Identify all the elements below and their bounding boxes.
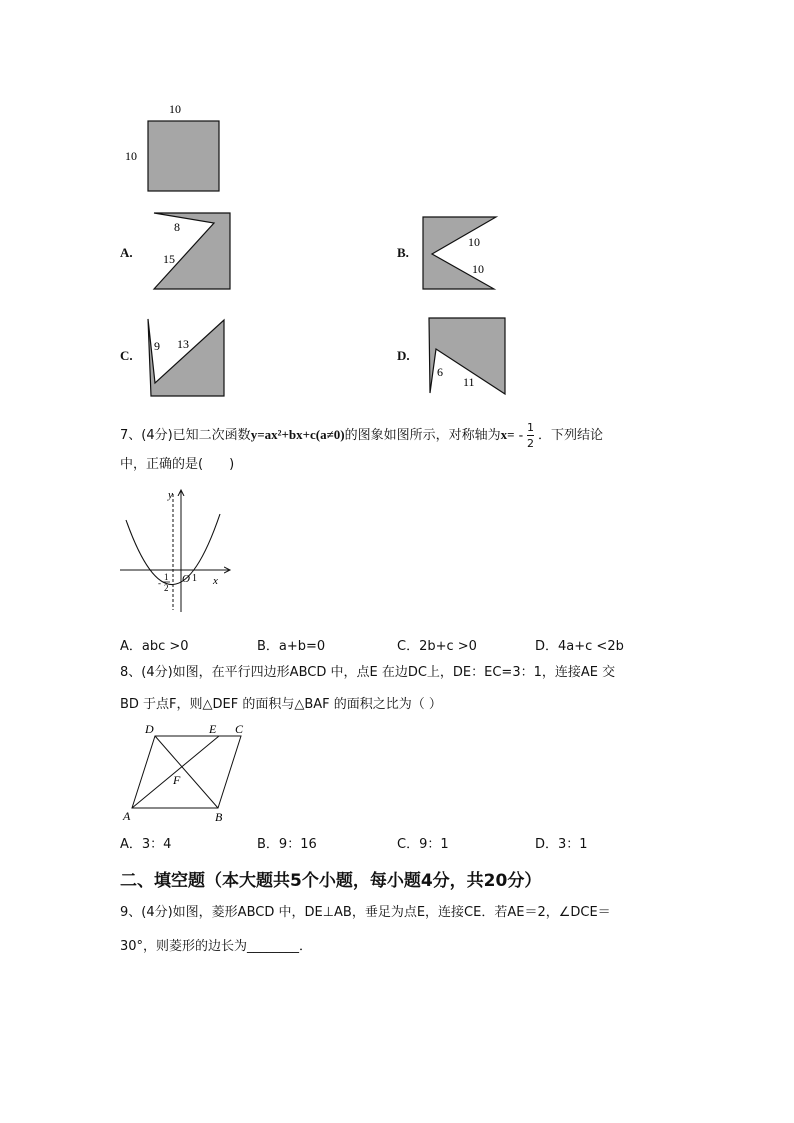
q7-frac-den: 2 (527, 437, 535, 450)
point-f: F (173, 773, 181, 787)
q7-axis-eq: x= (500, 427, 515, 442)
q7-choice-a: A．abc >0 (120, 639, 189, 654)
q8-choice-b: B．9：16 (257, 837, 317, 852)
vertex-d: D (145, 722, 154, 736)
square-top-label: 10 (169, 102, 181, 116)
q7-choice-c: C．2b+c >0 (397, 639, 477, 654)
option-a-label: A. (120, 245, 133, 260)
q7-choice-d: D．4a+c <2b (535, 639, 624, 654)
x-axis-label: x (213, 575, 218, 587)
reference-square (148, 121, 219, 191)
option-c-shape (148, 319, 224, 396)
q7-frac-num: 1 (527, 421, 535, 434)
q8-choice-a: A．3：4 (120, 837, 172, 852)
segment-ae (132, 736, 219, 808)
vertex-c: C (235, 722, 244, 736)
option-c-edge1: 9 (154, 339, 160, 353)
option-b-label: B. (397, 245, 409, 260)
q7-minus: - (518, 427, 524, 442)
q8-choice-c: C．9：1 (397, 837, 449, 852)
neg-half-num: 1 (164, 572, 169, 582)
q7-choice-b: B．a+b=0 (257, 639, 326, 654)
q8-choice-d: D．3：1 (535, 837, 588, 852)
q7-fraction (527, 422, 534, 449)
segment-bd (155, 736, 218, 808)
neg-half-minus: - (158, 578, 161, 588)
q7-prefix: 7、(4分)已知二次函数 (120, 428, 251, 443)
option-d-label: D. (397, 348, 410, 363)
option-c-edge2: 13 (177, 337, 189, 351)
section-title: 二、填空题（本大题共5个小题，每小题4分，共20分） (120, 871, 542, 891)
vertex-b: B (215, 810, 223, 824)
option-a-edge2: 15 (163, 252, 175, 266)
option-b-edge2: 10 (472, 262, 484, 276)
vertex-a: A (123, 809, 131, 823)
q9-line1: 9、(4分)如图，菱形ABCD 中，DE⊥AB，垂足为点E，连接CE．若AE＝2，∠DCE＝ (120, 905, 611, 920)
option-d-edge2: 11 (463, 375, 475, 389)
square-left-label: 10 (125, 149, 137, 163)
option-d-edge1: 6 (437, 365, 443, 379)
option-b-edge1: 10 (468, 235, 480, 249)
q7-formula: y=ax²+bx+c(a≠0) (250, 427, 345, 442)
q8-line2: BD 于点F，则△DEF 的面积与△BAF 的面积之比为（ ） (120, 697, 442, 712)
q7-suffix: ．下列结论 (538, 428, 604, 443)
q9-line2: 30°，则菱形的边长为________． (120, 939, 313, 954)
option-b-shape (423, 217, 496, 289)
neg-half-den: 2 (164, 583, 169, 593)
q7-line2: 中，正确的是( ) (120, 457, 235, 472)
one-label: 1 (192, 573, 197, 584)
q7-parabola-graph (110, 482, 240, 622)
origin-label: O (182, 573, 190, 585)
y-axis-label: y (168, 489, 173, 501)
point-e: E (209, 722, 217, 736)
option-c-label: C. (120, 348, 133, 363)
q7-mid: 的图象如图所示，对称轴为 (344, 428, 501, 443)
q7-line1 (120, 422, 603, 449)
option-a-shape (154, 213, 230, 289)
q8-line1: 8、(4分)如图，在平行四边形ABCD 中，点E 在边DC上，DE：EC=3：1，连接AE 交 (120, 665, 616, 680)
option-a-edge1: 8 (174, 220, 180, 234)
q8-parallelogram-figure (115, 718, 255, 824)
